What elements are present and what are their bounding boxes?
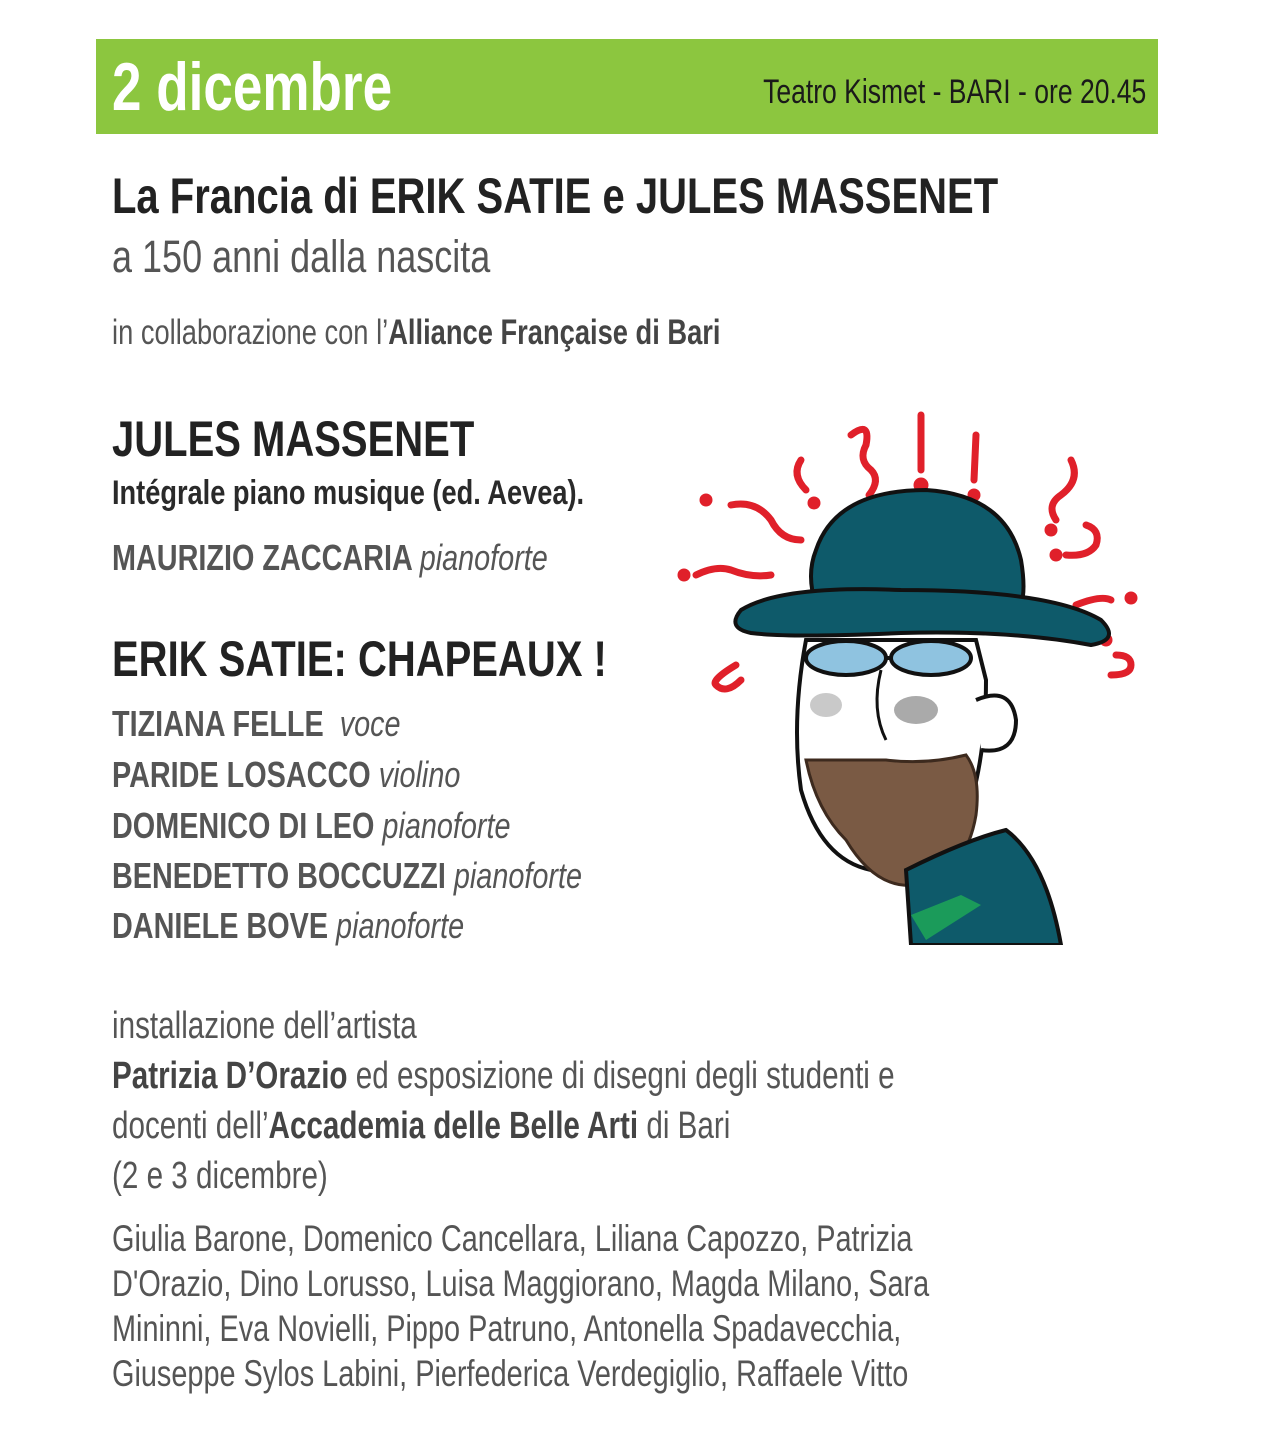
satie-caricature-illustration bbox=[676, 400, 1156, 945]
performer-row bbox=[112, 855, 582, 896]
event-date: 2 dicembre bbox=[112, 49, 393, 125]
exhibitors-line: Giulia Barone, Domenico Cancellara, Liliana Capozzo, Patrizia bbox=[112, 1218, 913, 1259]
concert-subtitle: a 150 anni dalla nascita bbox=[112, 231, 491, 282]
massenet-subtitle: Intégrale piano musique (ed. Aevea). bbox=[112, 474, 585, 512]
performer-row bbox=[112, 754, 461, 795]
performer-role: pianoforte bbox=[336, 905, 465, 946]
performer-name: TIZIANA FELLE bbox=[112, 703, 324, 744]
installation-text: ed esposizione di disegni degli studenti e bbox=[347, 1055, 895, 1097]
performer-role: voce bbox=[339, 703, 401, 744]
massenet-title: JULES MASSENET bbox=[112, 411, 475, 467]
event-venue: Teatro Kismet - BARI - ore 20.45 bbox=[762, 73, 1146, 111]
installation-prefix: docenti dell’ bbox=[112, 1105, 269, 1147]
performer-name: BENEDETTO BOCCUZZI bbox=[112, 855, 446, 896]
installation-line-3 bbox=[112, 1107, 730, 1145]
performer-role: pianoforte bbox=[382, 805, 511, 846]
installation-artist: Patrizia D’Orazio bbox=[112, 1055, 348, 1097]
exhibitors-line: Mininni, Eva Novielli, Pippo Patruno, Antonella Spadavecchia, bbox=[112, 1308, 902, 1349]
installation-line-1: installazione dell’artista bbox=[112, 1005, 417, 1047]
performer-name: MAURIZIO ZACCARIA bbox=[112, 537, 412, 578]
performer-row bbox=[112, 703, 401, 744]
performer-name: DOMENICO DI LEO bbox=[112, 805, 375, 846]
performer-name: PARIDE LOSACCO bbox=[112, 754, 371, 795]
installation-dates: (2 e 3 dicembre) bbox=[112, 1155, 328, 1197]
installation-academy: Accademia delle Belle Arti bbox=[268, 1105, 639, 1147]
exhibitors-line: Giuseppe Sylos Labini, Pierfederica Verdegiglio, Raffaele Vitto bbox=[112, 1353, 909, 1394]
collaboration-prefix: in collaborazione con l’ bbox=[112, 313, 389, 352]
collaboration-line bbox=[112, 315, 720, 350]
installation-line-2 bbox=[112, 1057, 895, 1095]
satie-title: ERIK SATIE: CHAPEAUX ! bbox=[112, 631, 607, 687]
title-composers: ERIK SATIE e JULES MASSENET bbox=[369, 168, 999, 224]
collaboration-partner: Alliance Française di Bari bbox=[388, 313, 721, 352]
performer-role: pianoforte bbox=[419, 537, 548, 578]
performer-name: DANIELE BOVE bbox=[112, 905, 329, 946]
performer-role: violino bbox=[378, 754, 461, 795]
performer-role: pianoforte bbox=[453, 855, 582, 896]
performer-row bbox=[112, 537, 548, 578]
performer-row bbox=[112, 905, 465, 946]
concert-title bbox=[112, 168, 999, 224]
title-prefix: La Francia di bbox=[112, 168, 370, 224]
installation-suffix: di Bari bbox=[638, 1105, 731, 1147]
performer-row bbox=[112, 805, 511, 846]
exhibitors-line: D'Orazio, Dino Lorusso, Luisa Maggiorano, Magda Milano, Sara bbox=[112, 1263, 930, 1304]
header-bar bbox=[96, 39, 1158, 134]
